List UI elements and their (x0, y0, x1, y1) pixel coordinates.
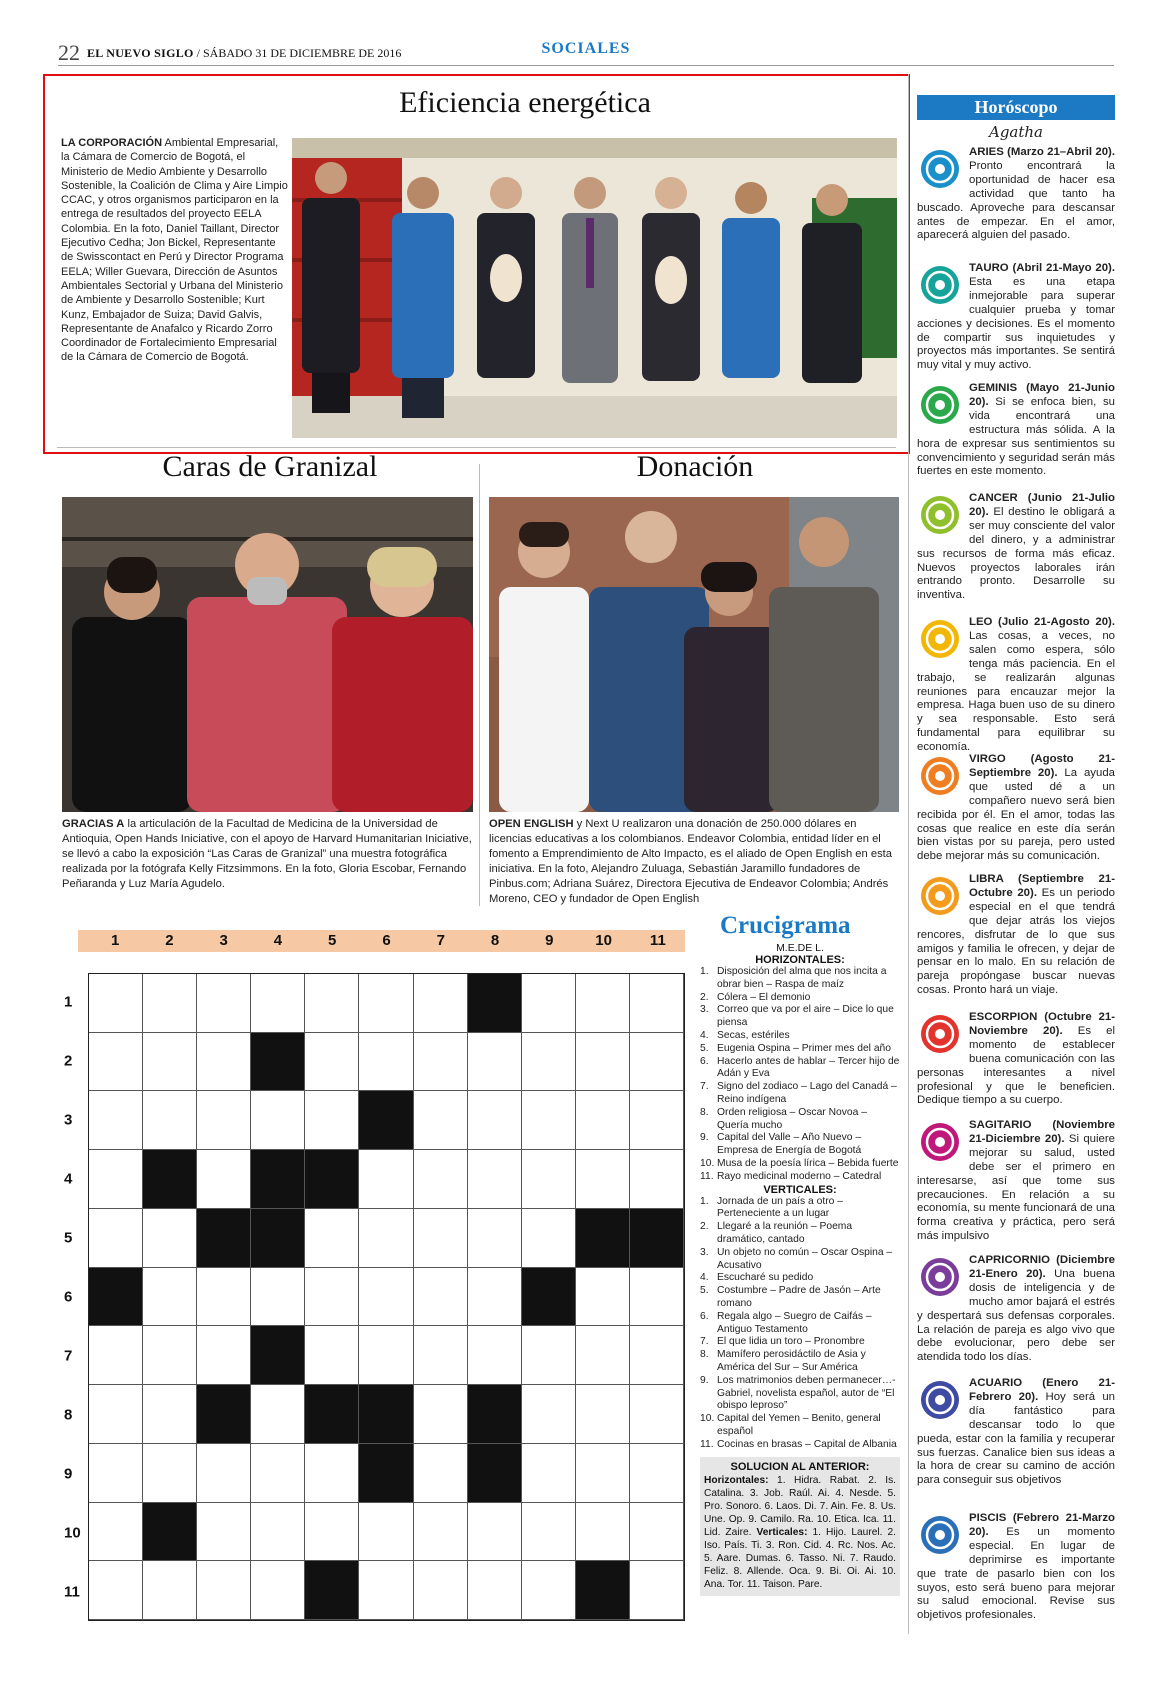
clue-text: Secas, estériles (717, 1029, 790, 1041)
crossword-cell[interactable] (414, 1503, 468, 1562)
crossword-cell[interactable] (576, 974, 630, 1033)
clue-number: 8. (700, 1349, 709, 1361)
caras-photo (62, 497, 473, 812)
clue-number: 8. (700, 1106, 709, 1118)
sign-text: La ayuda que usted dé a un compañero nuevo será bien recibida por él. En el amor, todas las cosas que realice en este día serán bien vistas por su pareja, pero usted debe mejorar más su comunicación. (917, 766, 1115, 863)
section-name: SOCIALES (541, 40, 631, 57)
clue-item (700, 1171, 900, 1184)
clue-item (700, 966, 900, 992)
crossword-row-number: 8 (64, 1406, 73, 1424)
crossword-block-cell (468, 1385, 522, 1444)
clue-item (700, 1336, 900, 1349)
horoscope-sign (917, 262, 1115, 373)
caras-title: Caras de Granizal (162, 450, 378, 483)
crossword-block-cell (305, 1150, 359, 1209)
crossword-cell[interactable] (468, 1268, 522, 1327)
crossword-cell[interactable] (305, 1268, 359, 1327)
crossword-block-cell (359, 1385, 413, 1444)
sign-text: El destino le obligará a ser muy consciente del valor del dinero, y a administrar sus recursos de forma más eficaz. Nuevos proyectos laborales irán entrando pronto. Desarrolle su inventiva. (917, 505, 1115, 602)
crossword-block-cell (197, 1209, 251, 1268)
crossword-cell[interactable] (89, 1503, 143, 1562)
crossword-cell[interactable] (630, 1150, 684, 1209)
solution-box (700, 1457, 900, 1596)
clue-item (700, 1285, 900, 1311)
crossword-cell[interactable] (522, 1033, 576, 1092)
crossword-cell[interactable] (251, 1444, 305, 1503)
crossword-cell[interactable] (89, 1561, 143, 1620)
leo-icon (917, 618, 963, 660)
section-divider (57, 447, 896, 448)
sign-text: Una buena dosis de inteligencia y de mucho amor bajará el estrés y despertará sus defensas corporales. La relación de pareja es algo vivo que debe evolucionar, pero debe ser atendida todo los días. (917, 1267, 1115, 1364)
crossword-block-cell (89, 1268, 143, 1327)
crossword-cell[interactable] (89, 1209, 143, 1268)
clue-text: Eugenia Ospina – Primer mes del año (717, 1042, 891, 1054)
sign-text: Es un momento especial. En lugar de deprimirse es importante que trate de pasarlo bien con los suyos, esto será bueno para mejorar su salud emocional. Revise sus objetivos profesionales. (917, 1525, 1115, 1622)
crossword-col-number: 10 (595, 932, 612, 949)
crossword-column-numbers (78, 930, 685, 952)
eficiencia-caption-lead: LA CORPORACIÓN (61, 137, 163, 149)
crossword-block-cell (359, 1091, 413, 1150)
crossword-cell[interactable] (468, 1326, 522, 1385)
crossword-clues-panel (700, 912, 900, 1596)
aquarius-icon (917, 1379, 963, 1421)
horoscope-sign (917, 1119, 1115, 1244)
crossword-cell[interactable] (89, 1033, 143, 1092)
clue-text: Orden religiosa – Oscar Novoa – Quería mucho (717, 1106, 867, 1131)
clue-item (700, 1272, 900, 1285)
crossword-cell[interactable] (522, 1209, 576, 1268)
clue-number: 2. (700, 991, 709, 1003)
clue-item (700, 1056, 900, 1082)
crossword-cell[interactable] (630, 1268, 684, 1327)
solution-h-label: Horizontales: (704, 1475, 769, 1487)
clue-number: 9. (700, 1374, 709, 1386)
crossword-col-number: 6 (382, 932, 391, 949)
horoscope-sign (917, 753, 1115, 864)
crossword-row-number: 5 (64, 1229, 73, 1247)
crossword-block-cell (576, 1561, 630, 1620)
crossword-row-number: 7 (64, 1347, 73, 1365)
sign-text: Pronto encontrará la oportunidad de hacer esa actividad que tanto ha buscado. Aproveche para descansar antes de empezar. En el amor, aparecerá alguien del pasado. (917, 159, 1115, 242)
verticales-heading: VERTICALES: (763, 1183, 837, 1196)
crossword-grid (88, 973, 685, 1621)
sign-name: VIRGO (Agosto 21-Septiembre 20). (969, 753, 1115, 779)
crossword-cell[interactable] (414, 1268, 468, 1327)
crossword-block-cell (305, 1385, 359, 1444)
clue-number: 1. (700, 1195, 709, 1207)
crossword-cell[interactable] (143, 1209, 197, 1268)
crossword-cell[interactable] (251, 1091, 305, 1150)
page-number: 22 (58, 40, 80, 65)
crossword-cell[interactable] (251, 1561, 305, 1620)
clue-text: El que lidia un toro – Pronombre (717, 1336, 865, 1348)
clue-item (700, 1043, 900, 1056)
crossword-cell[interactable] (251, 974, 305, 1033)
crossword-cell[interactable] (197, 1561, 251, 1620)
horoscope-sign (917, 146, 1115, 243)
crossword-cell[interactable] (522, 1385, 576, 1444)
sign-text: Las cosas, a veces, no salen como espera, sólo tenga más paciencia. En el trabajo, se realizarán algunas reuniones para encauzar mejor la empresa. Haga buen uso de su dinero y sea responsable. Esto será fundamental para equilibrar su economía. (917, 629, 1115, 754)
crossword-cell[interactable] (197, 1268, 251, 1327)
clue-item (700, 1158, 900, 1171)
horoscope-sign (917, 616, 1115, 755)
crossword-block-cell (143, 1503, 197, 1562)
crossword-cell[interactable] (522, 1150, 576, 1209)
crossword-cell[interactable] (359, 1561, 413, 1620)
horoscope-sign (917, 1512, 1115, 1623)
crossword-cell[interactable] (197, 1444, 251, 1503)
crossword-block-cell (468, 1444, 522, 1503)
crossword-cell[interactable] (576, 1033, 630, 1092)
sign-name: GEMINIS (Mayo 21-Junio 20). (969, 382, 1115, 408)
clue-text: Capital del Valle – Año Nuevo – Empresa de Energía de Bogotá (717, 1132, 862, 1157)
caras-caption-body: la articulación de la Facultad de Medicina de la Universidad de Antioquia, Open Hands Iniciative, con el apoyo de Harvard Humanitarian Iniciative, se llevó a cabo la exposición “Las Caras de Granizal” una muestra fotográfica realizada por la fotógrafa Kelly Fitzsimmons. En la foto, Gloria Escobar, Fernando Peñaranda y Luz María Agudelo. (62, 818, 472, 890)
crossword-block-cell (305, 1561, 359, 1620)
crossword-cell[interactable] (305, 1444, 359, 1503)
crossword-cell[interactable] (468, 1561, 522, 1620)
clue-text: Mamífero perosidáctilo de Asia y América del Sur – Sur América (717, 1349, 866, 1373)
horoscope-sign (917, 1254, 1115, 1365)
crossword-col-number: 7 (436, 932, 445, 949)
sign-text: Si quiere mejorar su salud, usted debe ser el primero en interesarse, así que tome sus precauciones. En relación a su economía, su mente funcionará de una forma creativa y práctica, pero será más impulsivo (917, 1132, 1115, 1243)
crossword-cell[interactable] (630, 1033, 684, 1092)
crossword-cell[interactable] (468, 1503, 522, 1562)
crossword-cell[interactable] (414, 1091, 468, 1150)
crossword-cell[interactable] (89, 1091, 143, 1150)
crossword-cell[interactable] (89, 974, 143, 1033)
crossword-cell[interactable] (143, 1561, 197, 1620)
clue-number: 7. (700, 1081, 709, 1093)
crossword-block-cell (576, 1209, 630, 1268)
crossword-col-number: 4 (273, 932, 283, 949)
crossword-cell[interactable] (251, 1503, 305, 1562)
solution-v-text: 1. Hijo. Laurel. 2. Iso. País. Ti. 3. Ron. Cid. 4. Rc. Nos. Ac. 5. Aare. Dumas. 6. Tasso. Ni. 7. Raudo. Feliz. 8. Allende. Oca. 9. Bi. Oi. Ai. 10. Ana. Tor. 11. Taison. Pare. (704, 1527, 896, 1591)
crossword-cell[interactable] (359, 1033, 413, 1092)
sign-name: TAURO (Abril 21-Mayo 20). (969, 262, 1115, 274)
crossword-cell[interactable] (576, 1326, 630, 1385)
crossword-col-number: 3 (219, 932, 228, 949)
crossword-cell[interactable] (576, 1503, 630, 1562)
crossword-row-number: 11 (64, 1583, 80, 1601)
horoscope-sign (917, 1377, 1115, 1488)
crossword-cell[interactable] (143, 974, 197, 1033)
crossword-cell[interactable] (197, 1033, 251, 1092)
clue-item (700, 1004, 900, 1030)
clue-text: Musa de la poesía lírica – Bebida fuerte (717, 1157, 899, 1169)
clue-text: Signo del zodiaco – Lago del Canadá – Reino indígena (717, 1081, 897, 1105)
crossword-cell[interactable] (468, 1091, 522, 1150)
clue-number: 7. (700, 1336, 709, 1348)
crossword-cell[interactable] (305, 1091, 359, 1150)
crossword-cell[interactable] (414, 1150, 468, 1209)
clue-number: 10. (700, 1157, 715, 1169)
crossword-cell[interactable] (522, 1091, 576, 1150)
clue-number: 3. (700, 1246, 709, 1258)
clue-number: 5. (700, 1042, 709, 1054)
crossword-block-cell (251, 1209, 305, 1268)
sign-name: LIBRA (Septiembre 21-Octubre 20). (969, 873, 1115, 899)
crossword-cell[interactable] (143, 1326, 197, 1385)
column-divider (479, 464, 480, 906)
libra-icon (917, 875, 963, 917)
crossword-col-number: 11 (649, 932, 666, 949)
eficiencia-story (43, 74, 910, 454)
sagittarius-icon (917, 1121, 963, 1163)
crossword-cell[interactable] (251, 1385, 305, 1444)
crossword-row-number: 2 (64, 1052, 73, 1070)
crossword-col-number: 5 (328, 932, 337, 949)
capricorn-icon (917, 1256, 963, 1298)
clue-number: 6. (700, 1055, 709, 1067)
crossword-block-cell (251, 1326, 305, 1385)
crossword-title: Crucigrama (720, 912, 851, 939)
crossword-col-number: 9 (545, 932, 554, 949)
scorpio-icon (917, 1013, 963, 1055)
clue-number: 2. (700, 1221, 709, 1233)
clue-item (700, 1107, 900, 1133)
caras-caption-lead: GRACIAS A (62, 818, 125, 830)
crossword-block-cell (143, 1150, 197, 1209)
sign-name: CAPRICORNIO (Diciembre 21-Enero 20). (969, 1254, 1115, 1280)
eficiencia-title: Eficiencia energética (399, 86, 651, 119)
crossword-block-cell (630, 1209, 684, 1268)
solution-h-text: 1. Hidra. Rabat. 2. Is. Catalina. 3. Job. Raúl. Ai. 4. Nesde. 5. Pro. Sonoro. 6. Laos. Di. 7. Ain. Fe. 8. Us. Une. Op. 9. Camilo. Ra. 10. Etica. Ica. 11. Lid. Zaire. (704, 1475, 896, 1539)
crossword-cell[interactable] (143, 1268, 197, 1327)
crossword-row-number: 1 (64, 993, 73, 1011)
clue-text: Cólera – El demonio (717, 991, 811, 1003)
crossword-block-cell (468, 974, 522, 1033)
horizontales-list (700, 966, 900, 1184)
horoscope-divider (908, 74, 909, 1634)
crossword-cell[interactable] (522, 1326, 576, 1385)
crossword-cell[interactable] (197, 1326, 251, 1385)
crossword-cell[interactable] (576, 1268, 630, 1327)
sign-name: ARIES (Marzo 21–Abril 20). (969, 146, 1115, 158)
clue-text: Un objeto no común – Oscar Ospina – Acusativo (717, 1246, 893, 1271)
eficiencia-caption (61, 136, 289, 365)
crossword-cell[interactable] (89, 1444, 143, 1503)
sign-text: Esta es una etapa inmejorable para superar cualquier prueba y tomar acciones y decisiones. Es el momento de compartir sus inquietudes y proyectos más importantes. Se sentirá muy vital y muy activo. (917, 275, 1115, 372)
clue-number: 6. (700, 1310, 709, 1322)
clue-item (700, 1413, 900, 1439)
horizontales-heading: HORIZONTALES: (755, 954, 845, 966)
clue-text: Cocinas en brasas – Capital de Albania (717, 1438, 897, 1450)
donacion-caption-lead: OPEN ENGLISH (489, 818, 574, 830)
clue-text: Regala algo – Suegro de Caifás – Antiguo Testamento (717, 1310, 872, 1335)
crossword-cell[interactable] (359, 974, 413, 1033)
crossword-cell[interactable] (630, 1503, 684, 1562)
crossword-cell[interactable] (522, 974, 576, 1033)
crossword-cell[interactable] (359, 1209, 413, 1268)
crossword-cell[interactable] (143, 1033, 197, 1092)
clue-text: Correo que va por el aire – Dice lo que piensa (717, 1004, 894, 1029)
crossword-col-number: 2 (165, 932, 174, 949)
clue-item (700, 1439, 900, 1452)
crossword-cell[interactable] (468, 1033, 522, 1092)
crossword-cell[interactable] (630, 1326, 684, 1385)
crossword-cell[interactable] (414, 974, 468, 1033)
crossword-row-number: 6 (64, 1288, 73, 1306)
crossword-cell[interactable] (468, 1150, 522, 1209)
clue-number: 9. (700, 1132, 709, 1144)
donacion-caption (489, 817, 901, 907)
clue-item (700, 1221, 900, 1247)
clue-text: Hacerlo antes de hablar – Tercer hijo de Adán y Eva (717, 1055, 900, 1080)
crossword-row-number: 4 (64, 1170, 73, 1188)
pisces-icon (917, 1514, 963, 1556)
crossword-cell[interactable] (143, 1385, 197, 1444)
crossword-cell[interactable] (359, 1503, 413, 1562)
crossword-cell[interactable] (630, 1091, 684, 1150)
clue-text: Rayo medicinal moderno – Catedral (717, 1170, 882, 1182)
crossword-cell[interactable] (197, 1150, 251, 1209)
verticales-list (700, 1196, 900, 1452)
crossword-cell[interactable] (197, 974, 251, 1033)
crossword-cell[interactable] (630, 1385, 684, 1444)
sign-text: Es el momento de establecer buena comunicación con las personas interesantes a nivel profesional y que le beneficien. Dedique tiempo a su cuerpo. (917, 1024, 1115, 1107)
caras-caption (62, 817, 474, 892)
crossword-block-cell (251, 1150, 305, 1209)
sign-name: CANCER (Junio 21-Julio 20). (969, 492, 1115, 518)
clue-item (700, 1081, 900, 1107)
clue-item (700, 1196, 900, 1222)
crossword-cell[interactable] (197, 1503, 251, 1562)
newspaper-name: EL NUEVO SIGLO (87, 46, 194, 60)
sign-text: Si se enfoca bien, su vida encontrará una estructura más sólida. A la hora de expresar sus sentimientos su convencimiento y seguridad serán más fuertes en este momento. (917, 395, 1115, 478)
crossword-cell[interactable] (576, 1385, 630, 1444)
eficiencia-caption-body: Ambiental Empresarial, la Cámara de Comercio de Bogotá, el Ministerio de Medio Ambiente y Desarrollo Sostenible, la Coalición de Clima y Aire Limpio CCAC, y otros organismos participaron en la entrega de resultados del proyecto EELA Colombia. En la foto, Daniel Taillant, Director Ejecutivo Cedha; Jon Bickel, Representante de Swisscontact en Perú y Director Programa EELA; Willer Guevara, Dirección de Asuntos Ambientales Sectorial y Urbana del Ministerio de Ambiente y Desarrollo Sostenible; Kurt Kunz, Embajador de Suiza; David Galvis, Representante de Anafalco y Ricardo Zorro Coordinador de Fortalecimiento Empresarial de la Cámara de Comercio de Bogotá. (61, 137, 288, 364)
horoscope-sign (917, 1011, 1115, 1108)
aries-icon (917, 148, 963, 190)
clue-text: Los matrimonios deben permanecer…- Gabriel, novelista español, autor de “El obispo leproso” (717, 1374, 896, 1412)
clue-item (700, 1375, 900, 1413)
donacion-photo (489, 497, 899, 812)
crossword-cell[interactable] (576, 1444, 630, 1503)
clue-number: 11. (700, 1170, 714, 1182)
crossword-cell[interactable] (414, 1561, 468, 1620)
sign-name: ACUARIO (Enero 21-Febrero 20). (969, 1377, 1115, 1403)
crossword-cell[interactable] (522, 1561, 576, 1620)
page-header (58, 38, 1114, 66)
sign-text: Es un periodo especial en el que tendrá que dejar atrás los viejos rencores, disfrutar de lo que sus amigos y familia le ofrecen, y dejar de pensar en lo malo. En su relación de pareja propóngase buscar nuevas cosas. Pronto hará un viaje. (917, 886, 1115, 997)
donacion-title: Donación (636, 450, 754, 483)
crossword-block-cell (197, 1385, 251, 1444)
solution-title: SOLUCION AL ANTERIOR: (730, 1461, 870, 1474)
crossword-cell[interactable] (630, 1444, 684, 1503)
donacion-caption-body: y Next U realizaron una donación de 250.000 dólares en licencias educativas a los colombianos. Endeavor Colombia, entidad líder en el fomento a Emprendimiento de Alto Impacto, es el aliado de Open English en esta iniciativa. En la foto, Alejandro Zuluaga, Sebastián Jaramillo fundadores de Pinbus.com; Adriana Suárez, Directora Ejecutiva de Endeavor Colombia; Andrés Moreno, CEO y fundador de Open English (489, 818, 892, 905)
crossword-cell[interactable] (143, 1091, 197, 1150)
clue-number: 4. (700, 1029, 709, 1041)
horoscope-sign (917, 492, 1115, 603)
clue-text: Escucharé su pedido (717, 1272, 814, 1284)
crossword-cell[interactable] (576, 1150, 630, 1209)
cancer-icon (917, 494, 963, 536)
clue-number: 11. (700, 1438, 714, 1450)
eficiencia-photo (292, 138, 897, 438)
crossword-cell[interactable] (359, 1268, 413, 1327)
crossword-cell[interactable] (251, 1268, 305, 1327)
clue-number: 5. (700, 1285, 709, 1297)
crossword-cell[interactable] (197, 1091, 251, 1150)
clue-item (700, 992, 900, 1005)
crossword-cell[interactable] (630, 1561, 684, 1620)
clue-number: 4. (700, 1272, 709, 1284)
crossword-cell[interactable] (414, 1444, 468, 1503)
clue-item (700, 1132, 900, 1158)
virgo-icon (917, 755, 963, 797)
crossword-cell[interactable] (89, 1326, 143, 1385)
horoscope-author: Agatha (988, 123, 1043, 141)
clue-number: 1. (700, 966, 709, 977)
issue-date: / SÁBADO 31 DE DICIEMBRE DE 2016 (196, 46, 402, 60)
crossword-cell[interactable] (468, 1209, 522, 1268)
crossword-col-number: 1 (110, 932, 120, 949)
crossword-row-number: 9 (64, 1465, 73, 1483)
crossword-row-number: 3 (64, 1111, 73, 1129)
horoscope-sign (917, 382, 1115, 479)
solution-v-label: Verticales: (756, 1527, 808, 1539)
crossword-cell[interactable] (414, 1326, 468, 1385)
crossword-cell[interactable] (305, 1209, 359, 1268)
crossword-cell[interactable] (576, 1091, 630, 1150)
crossword-cell[interactable] (414, 1209, 468, 1268)
crossword-cell[interactable] (305, 1033, 359, 1092)
crossword-cell[interactable] (89, 1385, 143, 1444)
gemini-icon (917, 384, 963, 426)
horoscope-sign (917, 873, 1115, 998)
crossword-block-cell (251, 1033, 305, 1092)
horoscope-title: Horóscopo (917, 95, 1115, 120)
crossword-cell[interactable] (305, 974, 359, 1033)
crossword-cell[interactable] (305, 1326, 359, 1385)
crossword-cell[interactable] (305, 1503, 359, 1562)
crossword-author: M.E.DE L. (776, 942, 824, 954)
crossword-cell[interactable] (359, 1326, 413, 1385)
crossword-cell[interactable] (522, 1444, 576, 1503)
taurus-icon (917, 264, 963, 306)
clue-number: 10. (700, 1413, 715, 1425)
sign-name: PISCIS (Febrero 21-Marzo 20). (969, 1512, 1115, 1538)
crossword-cell[interactable] (414, 1385, 468, 1444)
clue-text: Disposición del alma que nos incita a obrar bien – Raspa de maíz (717, 966, 887, 990)
clue-item (700, 1349, 900, 1375)
clue-number: 3. (700, 1004, 709, 1016)
crossword-col-number: 8 (490, 932, 500, 949)
clue-item (700, 1311, 900, 1337)
crossword-cell[interactable] (359, 1150, 413, 1209)
sign-name: SAGITARIO (Noviembre 21-Diciembre 20). (969, 1119, 1115, 1145)
clue-text: Capital del Yemen – Benito, general español (717, 1413, 881, 1437)
crossword-cell[interactable] (522, 1503, 576, 1562)
sign-name: ESCORPION (Octubre 21-Noviembre 20). (969, 1011, 1115, 1037)
sign-name: LEO (Julio 21-Agosto 20). (969, 616, 1115, 628)
crossword-block-cell (522, 1268, 576, 1327)
crossword-row-number: 10 (64, 1524, 81, 1542)
crossword-cell[interactable] (630, 974, 684, 1033)
sign-text: Hoy será un día fantástico para descansar todo lo que pueda, estar con la familia y recuperar sus fuerzas. Canalice bien sus ideas a la hora de crear su camino de acción para conseguir sus objetivos (917, 1390, 1115, 1487)
clue-text: Jornada de un país a otro – Perteneciente a un lugar (717, 1195, 843, 1220)
clue-item (700, 1030, 900, 1043)
clue-item (700, 1247, 900, 1273)
clue-text: Llegaré a la reunión – Poema dramático, cantado (717, 1221, 853, 1245)
crossword-cell[interactable] (89, 1150, 143, 1209)
crossword-cell[interactable] (414, 1033, 468, 1092)
clue-text: Costumbre – Padre de Jasón – Arte romano (717, 1285, 881, 1309)
crossword-block-cell (359, 1444, 413, 1503)
crossword-cell[interactable] (143, 1444, 197, 1503)
